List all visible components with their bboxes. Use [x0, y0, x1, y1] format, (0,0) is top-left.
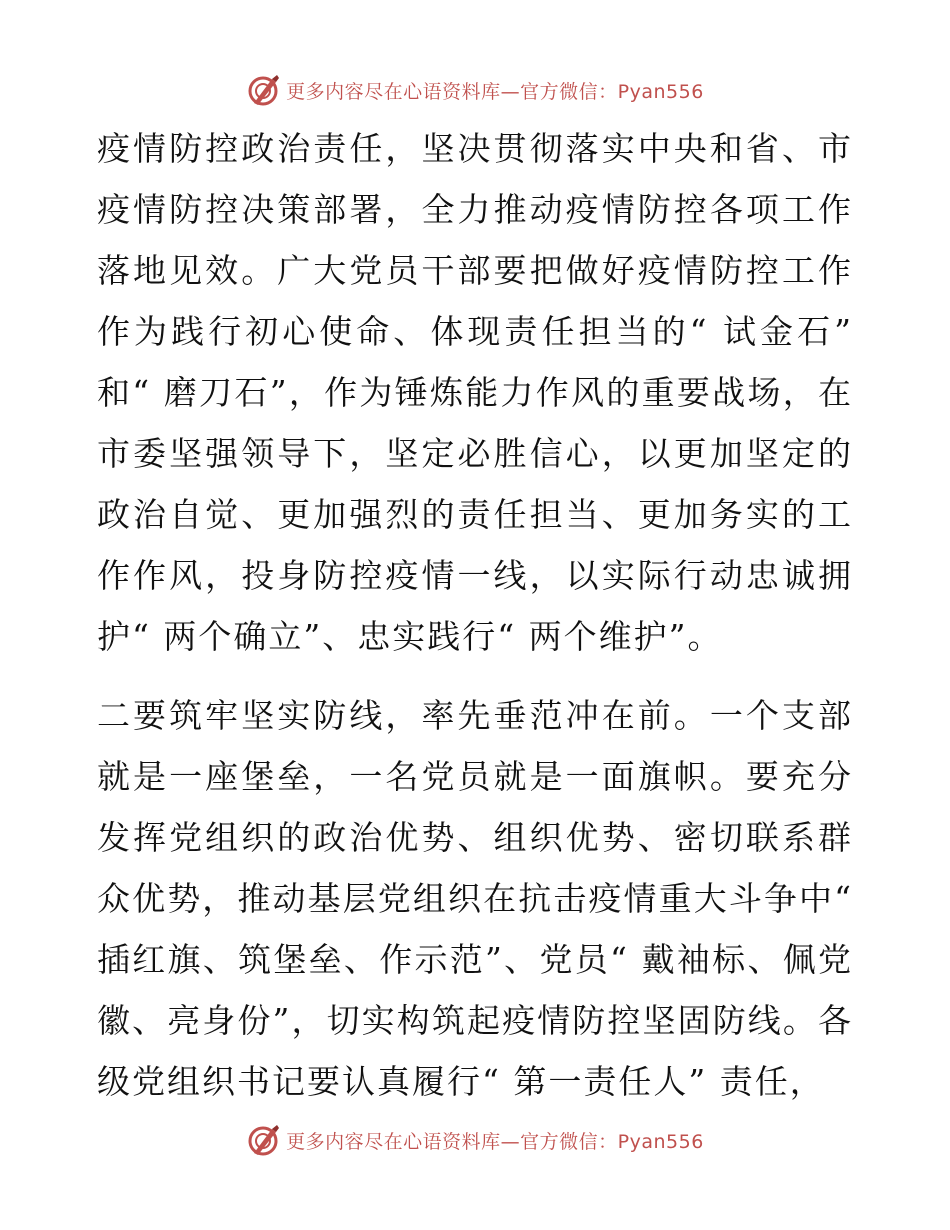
footer-watermark-banner [0, 1120, 950, 1160]
footer-banner-text: 更多内容尽在心语资料库—官方微信：Pyan556 [286, 1130, 704, 1153]
header-watermark-banner [0, 70, 950, 110]
pen-logo-icon [246, 1123, 280, 1157]
header-banner-text: 更多内容尽在心语资料库—官方微信：Pyan556 [286, 80, 704, 103]
pen-logo-icon [246, 73, 280, 107]
paragraph-2: 二要筑牢坚实防线，率先垂范冲在前。一个支部就是一座堡垒，一名党员就是一面旗帜。要充分发挥党组织的政治优势、组织优势、密切联系群众优势，推动基层党组织在抗击疫情重大斗争中“ 插红旗、筑堡垒、作示范”、党员“ 戴袖标、佩党徽、亮身份”，切实构筑起疫情防控坚固防线。各级党组织书记要认真履行“ 第一责任人” 责任， [97, 696, 853, 1101]
document-body [97, 118, 853, 1112]
paragraph-1: 疫情防控政治责任，坚决贯彻落实中央和省、市疫情防控决策部署，全力推动疫情防控各项工作落地见效。广大党员干部要把做好疫情防控工作作为践行初心使命、体现责任担当的“ 试金石” 和“ 磨刀石”，作为锤炼能力作风的重要战场，在市委坚强领导下，坚定必胜信心，以更加坚定的政治自觉、更加强烈的责任担当、更加务实的工作作风，投身防控疫情一线，以实际行动忠诚拥护“ 两个确立”、忠实践行“ 两个维护”。 [97, 129, 853, 656]
